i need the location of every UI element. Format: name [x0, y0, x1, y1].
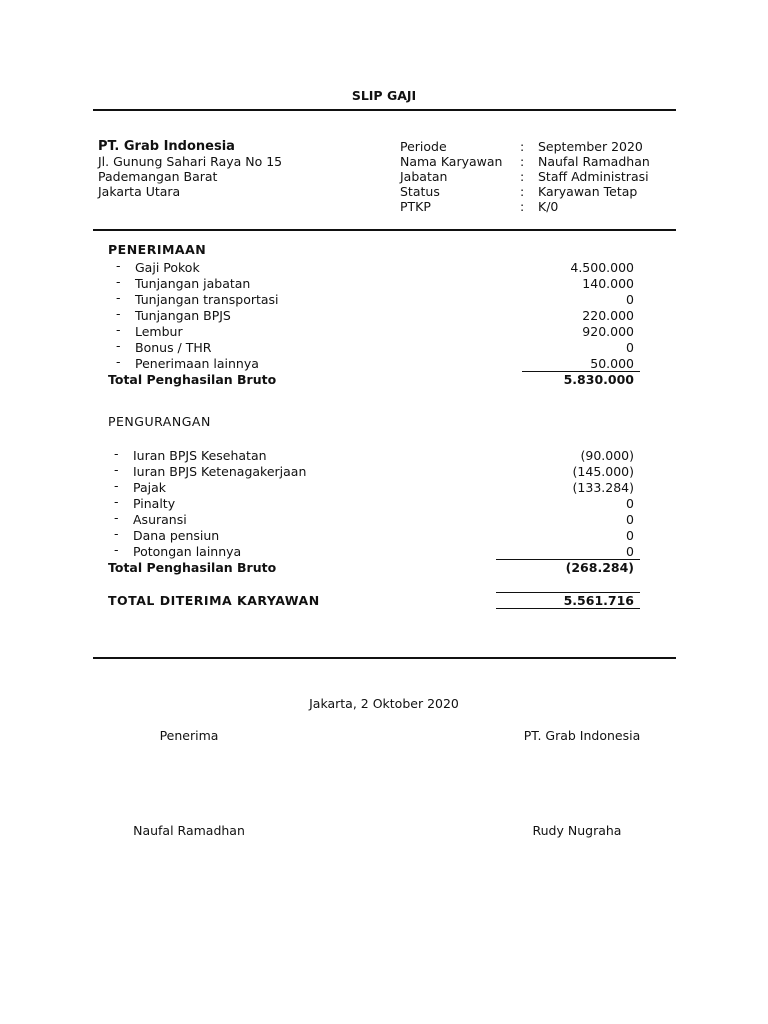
earning-label: Lembur [135, 324, 183, 339]
info-value-periode: September 2020 [538, 139, 643, 154]
deduction-label: Dana pensiun [133, 528, 220, 543]
bullet: - [114, 494, 119, 509]
company-address-line: Jl. Gunung Sahari Raya No 15 [98, 154, 283, 169]
earning-amount: 220.000 [582, 308, 634, 323]
info-label-nama: Nama Karyawan [400, 154, 503, 169]
earning-amount: 4.500.000 [570, 260, 634, 275]
info-separator: : [520, 139, 525, 154]
deductions-heading: PENGURANGAN [108, 414, 211, 429]
net-label: TOTAL DITERIMA KARYAWAN [108, 593, 320, 608]
info-value-ptkp: K/0 [538, 199, 559, 214]
deductions-total-label: Total Penghasilan Bruto [108, 560, 277, 575]
company-address-line: Pademangan Barat [98, 169, 218, 184]
earning-label: Tunjangan BPJS [135, 308, 231, 323]
deduction-amount: (145.000) [572, 464, 634, 479]
bullet: - [114, 462, 119, 477]
info-value-nama: Naufal Ramadhan [538, 154, 650, 169]
info-label-ptkp: PTKP [400, 199, 431, 214]
deduction-label: Asuransi [133, 512, 187, 527]
slip-title: SLIP GAJI [351, 88, 417, 103]
bullet: - [114, 478, 119, 493]
info-label-jabatan: Jabatan [400, 169, 448, 184]
earnings-total-amount: 5.830.000 [563, 372, 634, 387]
deduction-label: Iuran BPJS Kesehatan [133, 448, 267, 463]
receiver-name: Naufal Ramadhan [133, 823, 245, 838]
deduction-label: Pinalty [133, 496, 176, 511]
receiver-role: Penerima [159, 728, 219, 743]
earning-amount: 50.000 [590, 356, 634, 371]
earning-label: Bonus / THR [135, 340, 212, 355]
info-separator: : [520, 199, 525, 214]
company-role: PT. Grab Indonesia [523, 728, 641, 743]
bullet: - [116, 290, 121, 305]
bullet: - [116, 274, 121, 289]
info-separator: : [520, 154, 525, 169]
info-label-periode: Periode [400, 139, 447, 154]
deduction-amount: 0 [626, 544, 634, 559]
bullet: - [114, 542, 119, 557]
bullet: - [116, 338, 121, 353]
net-bottom-line [496, 608, 640, 609]
place-date: Jakarta, 2 Oktober 2020 [309, 696, 459, 711]
bullet: - [114, 510, 119, 525]
deduction-amount: (133.284) [572, 480, 634, 495]
bullet: - [114, 446, 119, 461]
deduction-label: Pajak [133, 480, 167, 495]
company-name: PT. Grab Indonesia [98, 139, 235, 154]
info-separator: : [520, 184, 525, 199]
info-divider [93, 229, 676, 231]
earning-amount: 0 [626, 340, 634, 355]
bullet: - [116, 306, 121, 321]
deductions-total-amount: (268.284) [565, 560, 634, 575]
bullet: - [116, 354, 121, 369]
earning-label: Penerimaan lainnya [135, 356, 259, 371]
earning-label: Tunjangan transportasi [135, 292, 279, 307]
deduction-label: Potongan lainnya [133, 544, 242, 559]
top-divider [93, 109, 676, 111]
info-value-status: Karyawan Tetap [538, 184, 638, 199]
deduction-amount: 0 [626, 528, 634, 543]
earning-amount: 140.000 [582, 276, 634, 291]
earning-label: Tunjangan jabatan [135, 276, 251, 291]
bullet: - [116, 258, 121, 273]
info-label-status: Status [400, 184, 440, 199]
earning-amount: 0 [626, 292, 634, 307]
net-amount: 5.561.716 [563, 593, 634, 608]
deduction-amount: 0 [626, 496, 634, 511]
bottom-divider [93, 657, 676, 659]
earnings-heading: PENERIMAAN [108, 242, 207, 257]
deduction-amount: 0 [626, 512, 634, 527]
signer-name: Rudy Nugraha [532, 823, 622, 838]
bullet: - [114, 526, 119, 541]
deduction-amount: (90.000) [580, 448, 634, 463]
deduction-label: Iuran BPJS Ketenagakerjaan [133, 464, 307, 479]
bullet: - [116, 322, 121, 337]
earning-label: Gaji Pokok [135, 260, 200, 275]
company-address-line: Jakarta Utara [98, 184, 181, 199]
info-separator: : [520, 169, 525, 184]
earnings-total-label: Total Penghasilan Bruto [108, 372, 277, 387]
info-value-jabatan: Staff Administrasi [538, 169, 649, 184]
earning-amount: 920.000 [582, 324, 634, 339]
